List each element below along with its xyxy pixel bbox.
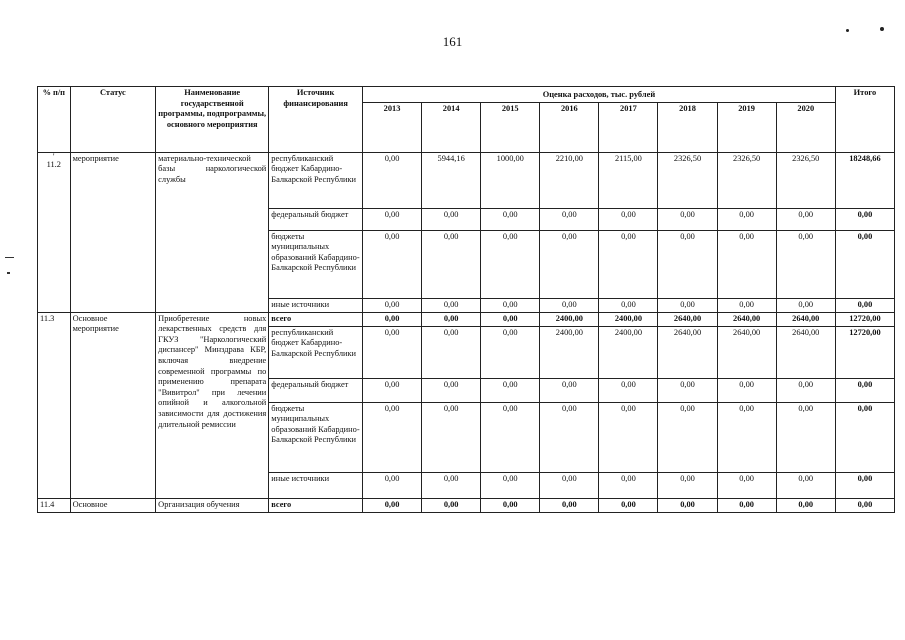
margin-mark [5,257,14,258]
year-value-cell: 0,00 [776,498,835,512]
funding-source: бюджеты муниципальных образований Кабардино-Балкарской Республики [269,402,363,472]
table-row [38,152,895,208]
total-cell: 12720,00 [835,326,894,378]
table-row [38,312,895,326]
total-cell: 0,00 [835,472,894,498]
year-value-cell: 0,00 [481,298,540,312]
row-program-name: материально-технической базы наркологической службы [156,152,269,312]
page-number: 161 [442,34,463,49]
year-value-cell: 0,00 [363,230,422,298]
year-value-cell: 0,00 [363,498,422,512]
year-value-cell: 0,00 [422,298,481,312]
year-value-cell: 0,00 [717,402,776,472]
funding-source: федеральный бюджет [269,208,363,230]
year-value-cell: 0,00 [658,378,717,402]
header-total: Итого [835,87,894,153]
year-value-cell: 0,00 [363,378,422,402]
row-status: Основное мероприятие [70,312,156,498]
year-value-cell: 0,00 [363,402,422,472]
year-value-cell: 2640,00 [658,312,717,326]
year-value-cell: 0,00 [658,472,717,498]
year-value-cell: 2210,00 [540,152,599,208]
year-header: 2013 [363,102,422,152]
year-value-cell: 2400,00 [540,326,599,378]
year-value-cell: 0,00 [717,298,776,312]
year-header: 2019 [717,102,776,152]
header-estimate: Оценка расходов, тыс. рублей [363,87,836,103]
year-value-cell: 0,00 [481,230,540,298]
total-cell: 0,00 [835,378,894,402]
year-value-cell: 0,00 [481,326,540,378]
year-value-cell: 0,00 [658,298,717,312]
table-row [38,498,895,512]
year-value-cell: 0,00 [540,498,599,512]
year-value-cell: 2115,00 [599,152,658,208]
row-status: Основное [70,498,156,512]
year-value-cell: 0,00 [599,472,658,498]
year-value-cell: 2640,00 [717,312,776,326]
row-number-value: 11.4 [40,499,55,509]
funding-source: республиканский бюджет Кабардино-Балкарской Республики [269,326,363,378]
year-value-cell: 0,00 [422,326,481,378]
year-value-cell: 0,00 [422,230,481,298]
total-cell: 0,00 [835,298,894,312]
row-number-value: 11.3 [40,313,55,323]
year-value-cell: 2326,50 [776,152,835,208]
year-header: 2014 [422,102,481,152]
year-value-cell: 0,00 [776,208,835,230]
year-value-cell: 0,00 [540,472,599,498]
year-value-cell: 0,00 [599,498,658,512]
header-status: Статус [70,87,156,153]
year-value-cell: 0,00 [481,472,540,498]
year-value-cell: 0,00 [540,378,599,402]
year-header: 2018 [658,102,717,152]
year-value-cell: 0,00 [658,402,717,472]
year-value-cell: 1000,00 [481,152,540,208]
total-cell: 18248,66 [835,152,894,208]
year-value-cell: 0,00 [776,230,835,298]
year-value-cell: 0,00 [422,378,481,402]
year-value-cell: 2400,00 [599,326,658,378]
row-program-name: Организация обучения [156,498,269,512]
year-value-cell: 0,00 [363,472,422,498]
year-value-cell: 0,00 [363,312,422,326]
year-value-cell: 2640,00 [776,312,835,326]
year-header: 2016 [540,102,599,152]
row-number [38,312,71,498]
funding-source: всего [269,312,363,326]
header-source: Источник финансирования [269,87,363,153]
year-value-cell: 0,00 [540,208,599,230]
year-value-cell: 0,00 [481,312,540,326]
year-value-cell: 0,00 [540,298,599,312]
year-value-cell: 2326,50 [658,152,717,208]
year-value-cell: 0,00 [481,208,540,230]
year-header: 2020 [776,102,835,152]
year-value-cell: 0,00 [776,402,835,472]
year-value-cell: 0,00 [481,378,540,402]
total-cell: 0,00 [835,230,894,298]
year-value-cell: 0,00 [717,208,776,230]
year-value-cell: 0,00 [422,208,481,230]
scan-speck [846,29,849,32]
year-header: 2017 [599,102,658,152]
year-value-cell: 0,00 [363,152,422,208]
year-value-cell: 0,00 [658,208,717,230]
header-row [38,87,895,103]
year-value-cell: 0,00 [599,378,658,402]
year-value-cell: 0,00 [363,298,422,312]
year-value-cell: 0,00 [717,230,776,298]
funding-source: иные источники [269,298,363,312]
year-value-cell: 0,00 [599,402,658,472]
year-value-cell: 0,00 [422,498,481,512]
margin-mark [7,272,10,274]
year-value-cell: 0,00 [658,230,717,298]
year-value-cell: 2640,00 [717,326,776,378]
year-value-cell: 2400,00 [540,312,599,326]
funding-source: федеральный бюджет [269,378,363,402]
year-value-cell: 0,00 [422,472,481,498]
scan-speck [880,27,884,31]
year-value-cell: 0,00 [717,472,776,498]
year-value-cell: 0,00 [599,230,658,298]
year-value-cell: 0,00 [599,298,658,312]
total-cell: 0,00 [835,498,894,512]
funding-source: республиканский бюджет Кабардино-Балкарской Республики [269,152,363,208]
header-number: % п/п [38,87,71,153]
year-value-cell: 0,00 [599,208,658,230]
year-value-cell: 0,00 [776,298,835,312]
year-header: 2015 [481,102,540,152]
funding-source: всего [269,498,363,512]
year-value-cell: 0,00 [481,402,540,472]
row-number-value: 11.2 [46,159,61,169]
row-number-mark: ' [53,152,55,161]
year-value-cell: 2640,00 [776,326,835,378]
total-cell: 12720,00 [835,312,894,326]
year-value-cell: 0,00 [776,378,835,402]
total-cell: 0,00 [835,208,894,230]
year-value-cell: 0,00 [363,208,422,230]
row-number [38,498,71,512]
year-value-cell: 0,00 [481,498,540,512]
budget-table [37,86,895,513]
year-value-cell: 0,00 [540,230,599,298]
funding-source: бюджеты муниципальных образований Кабардино-Балкарской Республики [269,230,363,298]
funding-source: иные источники [269,472,363,498]
year-value-cell: 2326,50 [717,152,776,208]
year-value-cell: 5944,16 [422,152,481,208]
year-value-cell: 0,00 [717,378,776,402]
year-value-cell: 0,00 [717,498,776,512]
row-program-name: Приобретение новых лекарственных средств для ГКУЗ "Наркологический диспансер" Минздрава КБР, включая внедрение современной программы по применению препарата "Вивитрол" при лечении опийной и алкогольной зависимости для достижения длительной ремиссии [156,312,269,498]
year-value-cell: 0,00 [776,472,835,498]
year-value-cell: 2640,00 [658,326,717,378]
year-value-cell: 0,00 [422,402,481,472]
year-value-cell: 2400,00 [599,312,658,326]
header-name: Наименование государственной программы, подпрограммы, основного мероприятия [156,87,269,153]
year-value-cell: 0,00 [540,402,599,472]
row-number [38,152,71,312]
year-value-cell: 0,00 [363,326,422,378]
year-value-cell: 0,00 [658,498,717,512]
year-value-cell: 0,00 [422,312,481,326]
row-status: мероприятие [70,152,156,312]
total-cell: 0,00 [835,402,894,472]
